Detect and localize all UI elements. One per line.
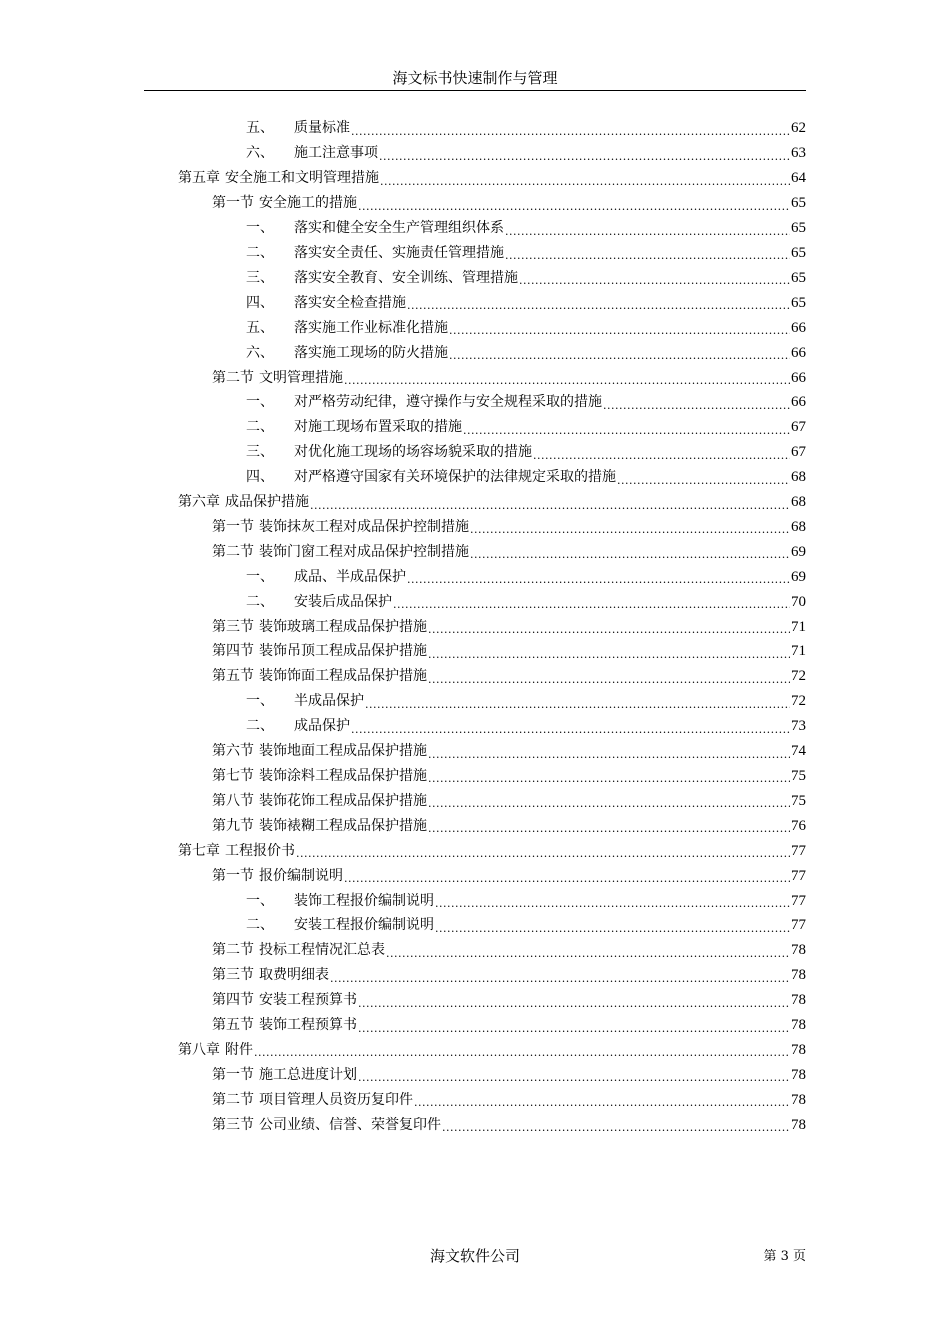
toc-entry-page: 73 [791, 718, 806, 735]
toc-entry-number: 第六章 [178, 494, 220, 511]
toc-entry-title: 施工注意事项 [294, 145, 378, 162]
toc-entry[interactable] [0, 1062, 950, 1087]
toc-entry-title: 落实施工现场的防火措施 [294, 344, 448, 361]
toc-dot-leader [463, 422, 790, 440]
toc-dot-leader [449, 322, 790, 340]
toc-dot-leader [414, 1094, 790, 1112]
toc-entry-title: 装饰涂料工程成品保护措施 [259, 768, 427, 785]
toc-dot-leader [351, 123, 790, 141]
toc-entry-title: 安全施工的措施 [259, 195, 357, 212]
toc-entry-page: 68 [791, 469, 806, 486]
toc-entry-page: 69 [791, 568, 806, 585]
toc-entry-title: 落实施工作业标准化措施 [294, 319, 448, 336]
toc-entry-title: 装饰工程报价编制说明 [294, 892, 434, 909]
toc-entry-title: 项目管理人员资历复印件 [259, 1091, 413, 1108]
toc-entry-page: 75 [791, 768, 806, 785]
toc-dot-leader [351, 721, 790, 739]
toc-dot-leader [505, 223, 790, 241]
toc-entry-number: 第一节 [212, 1066, 254, 1083]
toc-entry-number: 第二节 [212, 369, 254, 386]
toc-entry-number: 第四节 [212, 643, 254, 660]
toc-entry[interactable] [0, 340, 950, 365]
toc-dot-leader [428, 646, 790, 664]
toc-dot-leader [428, 746, 790, 764]
toc-entry-title: 安装工程报价编制说明 [294, 917, 434, 934]
toc-entry[interactable] [0, 1087, 950, 1112]
toc-dot-leader [449, 347, 790, 365]
toc-entry[interactable] [0, 315, 950, 340]
toc-entry-title: 落实和健全安全生产管理组织体系 [294, 220, 504, 237]
toc-entry[interactable] [0, 265, 950, 290]
toc-dot-leader [344, 870, 790, 888]
toc-entry-page: 65 [791, 195, 806, 212]
toc-entry-page: 78 [791, 1041, 806, 1058]
page-header-title: 海文标书快速制作与管理 [392, 69, 558, 87]
toc-entry-number: 五、 [246, 319, 274, 336]
toc-entry-title: 装饰饰面工程成品保护措施 [259, 668, 427, 685]
toc-dot-leader [393, 596, 790, 614]
toc-entry-page: 78 [791, 942, 806, 959]
toc-entry[interactable] [0, 788, 950, 813]
toc-dot-leader [358, 198, 790, 216]
toc-dot-leader [358, 1069, 790, 1087]
toc-entry[interactable] [0, 1112, 950, 1137]
toc-entry-title: 成品保护措施 [225, 494, 309, 511]
toc-entry-number: 第五章 [178, 170, 220, 187]
toc-entry-page: 77 [791, 842, 806, 859]
toc-entry[interactable] [0, 913, 950, 938]
toc-entry-number: 四、 [246, 294, 274, 311]
toc-entry-number: 六、 [246, 145, 274, 162]
toc-entry-title: 落实安全检查措施 [294, 294, 406, 311]
toc-entry-title: 半成品保护 [294, 693, 364, 710]
toc-entry-page: 78 [791, 1017, 806, 1034]
toc-dot-leader [310, 497, 790, 515]
toc-entry-title: 附件 [225, 1041, 253, 1058]
toc-entry-title: 对严格劳动纪律，遵守操作与安全规程采取的措施 [294, 394, 602, 411]
toc-dot-leader [428, 795, 790, 813]
toc-entry-title: 安装后成品保护 [294, 593, 392, 610]
toc-entry-page: 66 [791, 394, 806, 411]
toc-entry-number: 第八章 [178, 1041, 220, 1058]
toc-entry[interactable] [0, 290, 950, 315]
toc-dot-leader [603, 397, 790, 415]
toc-entry[interactable] [0, 1013, 950, 1038]
toc-entry-title: 装饰门窗工程对成品保护控制措施 [259, 543, 469, 560]
toc-dot-leader [428, 770, 790, 788]
toc-entry-page: 77 [791, 867, 806, 884]
toc-entry[interactable] [0, 614, 950, 639]
toc-entry-page: 65 [791, 294, 806, 311]
toc-entry-page: 67 [791, 419, 806, 436]
toc-dot-leader [254, 1044, 790, 1062]
toc-entry-title: 落实安全责任、实施责任管理措施 [294, 244, 504, 261]
toc-entry-number: 二、 [246, 593, 274, 610]
toc-entry-number: 一、 [246, 568, 274, 585]
toc-entry[interactable] [0, 589, 950, 614]
toc-entry-number: 一、 [246, 220, 274, 237]
toc-entry-page: 66 [791, 344, 806, 361]
toc-entry-number: 第二节 [212, 1091, 254, 1108]
toc-entry[interactable] [0, 515, 950, 540]
toc-entry[interactable] [0, 166, 950, 191]
toc-entry-page: 63 [791, 145, 806, 162]
toc-entry-title: 安装工程预算书 [259, 992, 357, 1009]
toc-entry-page: 78 [791, 967, 806, 984]
footer-company: 海文软件公司 [429, 1247, 520, 1265]
toc-entry-title: 装饰玻璃工程成品保护措施 [259, 618, 427, 635]
toc-entry-title: 报价编制说明 [259, 867, 343, 884]
toc-entry-page: 77 [791, 917, 806, 934]
toc-entry[interactable] [0, 539, 950, 564]
toc-entry-number: 第五节 [212, 668, 254, 685]
toc-entry-number: 二、 [246, 718, 274, 735]
toc-entry-number: 第一节 [212, 867, 254, 884]
toc-entry[interactable] [0, 415, 950, 440]
toc-entry-number: 六、 [246, 344, 274, 361]
toc-entry-page: 70 [791, 593, 806, 610]
toc-entry-title: 成品、半成品保护 [294, 568, 406, 585]
toc-entry[interactable] [0, 963, 950, 988]
toc-entry-page: 66 [791, 369, 806, 386]
toc-entry[interactable] [0, 191, 950, 216]
toc-entry-title: 取费明细表 [259, 967, 329, 984]
toc-entry-number: 第三节 [212, 967, 254, 984]
toc-entry-page: 65 [791, 220, 806, 237]
toc-entry[interactable] [0, 564, 950, 589]
toc-entry[interactable] [0, 116, 950, 141]
toc-entry-page: 78 [791, 1091, 806, 1108]
toc-dot-leader [344, 372, 790, 390]
toc-entry-page: 72 [791, 668, 806, 685]
toc-dot-leader [617, 472, 790, 490]
toc-entry[interactable] [0, 241, 950, 266]
toc-entry-number: 三、 [246, 444, 274, 461]
toc-entry[interactable] [0, 689, 950, 714]
toc-entry-page: 69 [791, 543, 806, 560]
toc-entry-number: 第一节 [212, 518, 254, 535]
toc-entry[interactable] [0, 938, 950, 963]
toc-entry-number: 第九节 [212, 817, 254, 834]
toc-entry-title: 装饰裱糊工程成品保护措施 [259, 817, 427, 834]
toc-dot-leader [386, 945, 790, 963]
toc-entry-number: 第一节 [212, 195, 254, 212]
toc-entry-title: 安全施工和文明管理措施 [225, 170, 379, 187]
toc-dot-leader [435, 920, 790, 938]
toc-dot-leader [296, 845, 790, 863]
toc-entry-title: 装饰地面工程成品保护措施 [259, 743, 427, 760]
toc-entry[interactable] [0, 739, 950, 764]
toc-entry-page: 62 [791, 120, 806, 137]
toc-entry-title: 投标工程情况汇总表 [259, 942, 385, 959]
toc-entry-page: 71 [791, 618, 806, 635]
toc-dot-leader [330, 970, 790, 988]
toc-dot-leader [428, 621, 790, 639]
toc-dot-leader [442, 1119, 790, 1137]
toc-entry-number: 第八节 [212, 792, 254, 809]
toc-entry-page: 78 [791, 992, 806, 1009]
toc-entry[interactable] [0, 490, 950, 515]
toc-entry-number: 二、 [246, 419, 274, 436]
toc-entry-number: 三、 [246, 269, 274, 286]
toc-entry-page: 68 [791, 494, 806, 511]
header-rule [144, 90, 806, 91]
toc-entry-title: 公司业绩、信誉、荣誉复印件 [259, 1116, 441, 1133]
toc-entry[interactable] [0, 639, 950, 664]
toc-entry-number: 第三节 [212, 1116, 254, 1133]
footer-page-number: 第 3 页 [763, 1249, 806, 1264]
toc-dot-leader [358, 995, 790, 1013]
toc-entry-title: 文明管理措施 [259, 369, 343, 386]
toc-entry-page: 78 [791, 1066, 806, 1083]
toc-entry-number: 一、 [246, 892, 274, 909]
toc-entry-title: 对严格遵守国家有关环境保护的法律规定采取的措施 [294, 469, 616, 486]
toc-dot-leader [380, 173, 790, 191]
toc-entry-page: 77 [791, 892, 806, 909]
toc-entry-page: 68 [791, 518, 806, 535]
toc-dot-leader [407, 297, 790, 315]
toc-entry-number: 二、 [246, 244, 274, 261]
toc-entry-page: 67 [791, 444, 806, 461]
toc-dot-leader [470, 521, 790, 539]
toc-entry[interactable] [0, 888, 950, 913]
toc-entry[interactable] [0, 838, 950, 863]
toc-dot-leader [470, 546, 790, 564]
toc-entry-title: 装饰吊顶工程成品保护措施 [259, 643, 427, 660]
toc-entry-title: 装饰工程预算书 [259, 1017, 357, 1034]
toc-dot-leader [428, 671, 790, 689]
toc-entry[interactable] [0, 863, 950, 888]
toc-dot-leader [519, 272, 790, 290]
toc-dot-leader [533, 447, 790, 465]
toc-entry-page: 74 [791, 743, 806, 760]
toc-entry-number: 一、 [246, 394, 274, 411]
toc-entry-page: 65 [791, 269, 806, 286]
toc-entry[interactable] [0, 664, 950, 689]
toc-entry[interactable] [0, 390, 950, 415]
table-of-contents [0, 116, 950, 1137]
toc-entry-page: 75 [791, 792, 806, 809]
toc-entry[interactable] [0, 1038, 950, 1063]
toc-entry-number: 五、 [246, 120, 274, 137]
toc-entry-page: 71 [791, 643, 806, 660]
toc-entry-title: 装饰花饰工程成品保护措施 [259, 792, 427, 809]
toc-entry-title: 装饰抹灰工程对成品保护控制措施 [259, 518, 469, 535]
toc-entry-number: 第七章 [178, 842, 220, 859]
toc-entry-title: 成品保护 [294, 718, 350, 735]
toc-entry-title: 质量标准 [294, 120, 350, 137]
toc-entry-title: 对优化施工现场的场容场貌采取的措施 [294, 444, 532, 461]
toc-dot-leader [428, 820, 790, 838]
toc-entry-page: 64 [791, 170, 806, 187]
toc-entry-number: 第六节 [212, 743, 254, 760]
toc-entry-page: 76 [791, 817, 806, 834]
toc-entry[interactable] [0, 465, 950, 490]
toc-entry-page: 72 [791, 693, 806, 710]
toc-entry-title: 工程报价书 [225, 842, 295, 859]
toc-entry-number: 四、 [246, 469, 274, 486]
toc-entry-number: 第七节 [212, 768, 254, 785]
toc-entry-number: 二、 [246, 917, 274, 934]
toc-entry[interactable] [0, 141, 950, 166]
toc-dot-leader [505, 247, 790, 265]
toc-entry[interactable] [0, 440, 950, 465]
toc-entry[interactable] [0, 365, 950, 390]
toc-dot-leader [358, 1020, 790, 1038]
toc-entry-number: 第五节 [212, 1017, 254, 1034]
toc-entry-title: 施工总进度计划 [259, 1066, 357, 1083]
toc-entry[interactable] [0, 988, 950, 1013]
toc-entry-page: 78 [791, 1116, 806, 1133]
toc-entry[interactable] [0, 764, 950, 789]
toc-entry-number: 第三节 [212, 618, 254, 635]
toc-dot-leader [379, 148, 790, 166]
toc-entry[interactable] [0, 216, 950, 241]
toc-entry-title: 对施工现场布置采取的措施 [294, 419, 462, 436]
toc-dot-leader [407, 571, 790, 589]
toc-dot-leader [435, 895, 790, 913]
toc-entry-title: 落实安全教育、安全训练、管理措施 [294, 269, 518, 286]
toc-entry-number: 第四节 [212, 992, 254, 1009]
toc-entry-page: 65 [791, 244, 806, 261]
toc-dot-leader [365, 696, 790, 714]
toc-entry-number: 第二节 [212, 942, 254, 959]
toc-entry[interactable] [0, 714, 950, 739]
toc-entry-page: 66 [791, 319, 806, 336]
toc-entry[interactable] [0, 813, 950, 838]
toc-entry-number: 第二节 [212, 543, 254, 560]
toc-entry-number: 一、 [246, 693, 274, 710]
